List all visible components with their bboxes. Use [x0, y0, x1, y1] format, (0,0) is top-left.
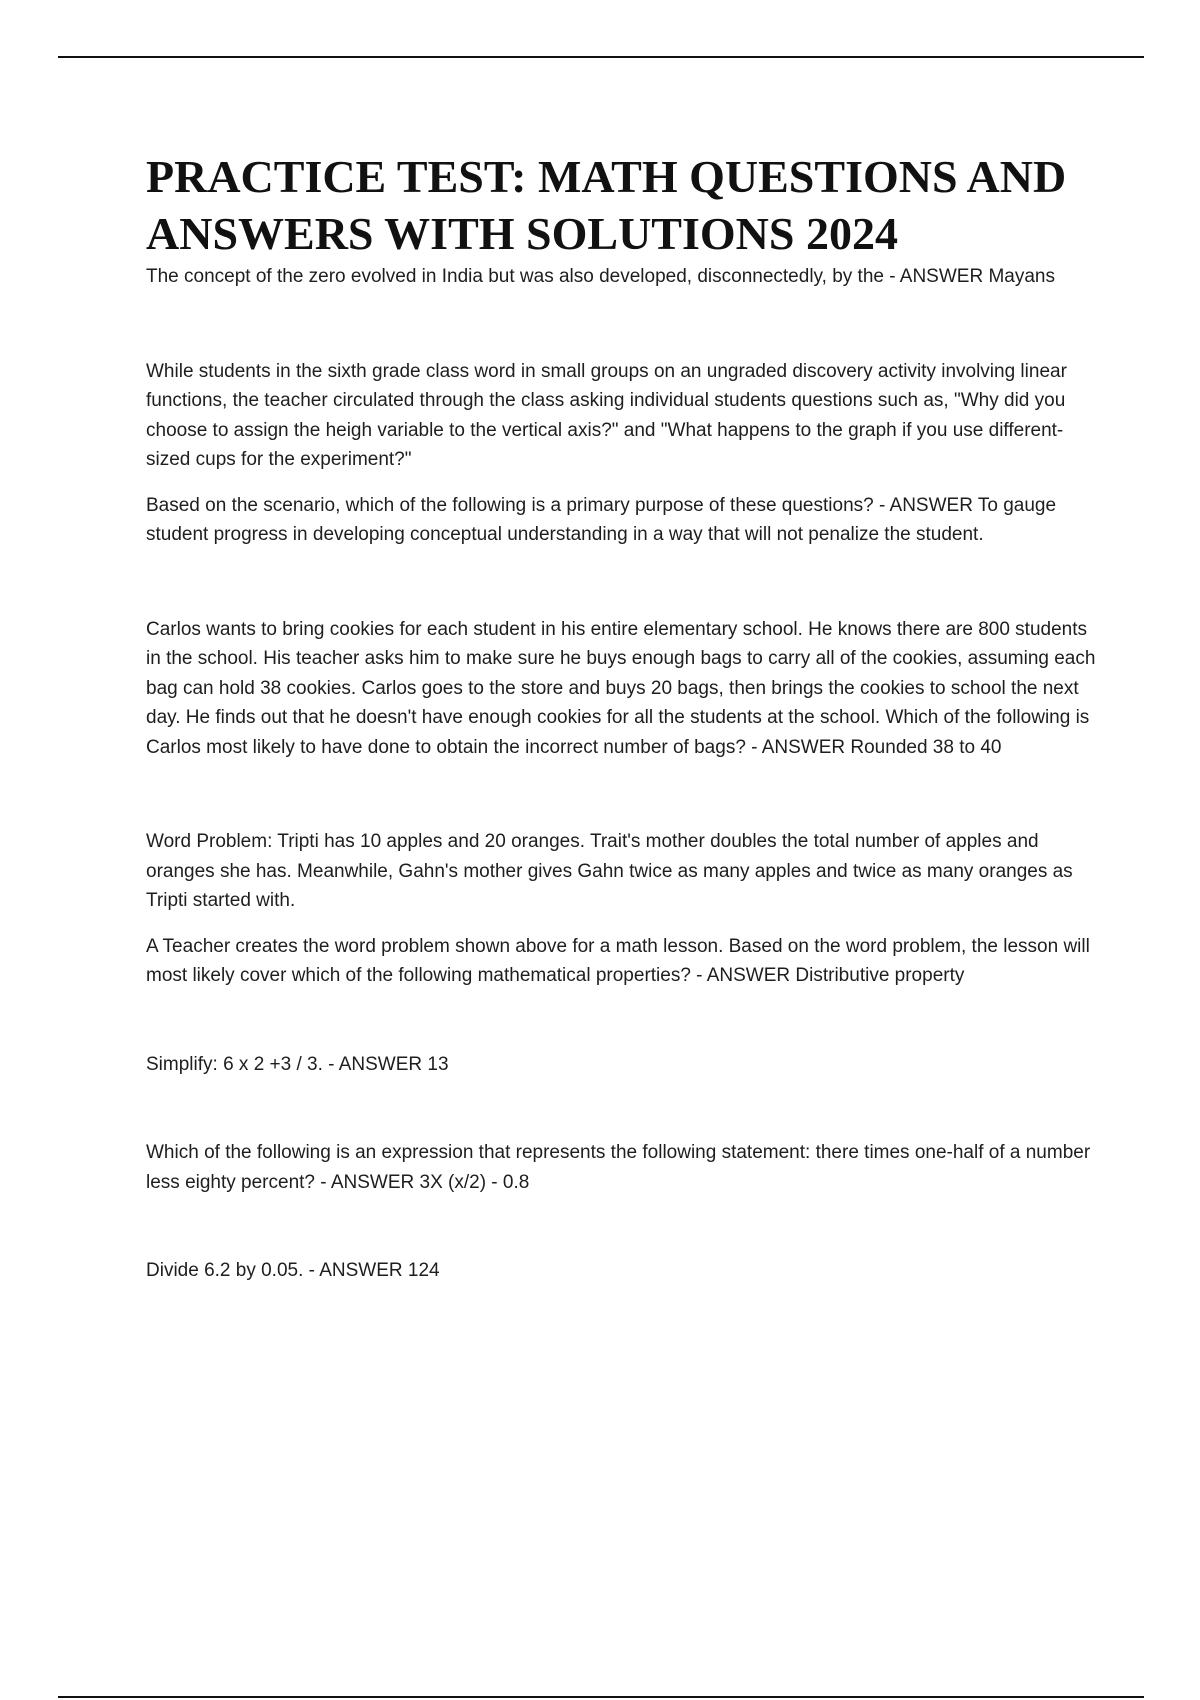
top-rule — [58, 56, 1144, 58]
bottom-rule — [58, 1696, 1144, 1698]
qa-expression: Which of the following is an expression that represents the following statement: there times one-half of a number less eighty percent? - ANSWER 3X (x/2) - 0.8 — [146, 1142, 1091, 1193]
document-body — [146, 148, 1096, 1286]
qa-zero-concept: The concept of the zero evolved in India but was also developed, disconnectedly, by the - ANSWER Mayans — [146, 266, 1055, 287]
word-problem-tripti: Word Problem: Tripti has 10 apples and 20 oranges. Trait's mother doubles the total number of apples and oranges she has. Meanwhile, Gahn's mother gives Gahn twice as many apples and twice as many oranges as Tripti started with. — [146, 831, 1073, 911]
document-title: PRACTICE TEST: MATH QUESTIONS AND ANSWERS WITH SOLUTIONS 2024 — [146, 151, 1067, 259]
scenario-linear-functions: While students in the sixth grade class word in small groups on an ungraded discovery activity involving linear functions, the teacher circulated through the class asking individual students questions such as, "Why did you choose to assign the heigh variable to the vertical axis?" and "What happens to the graph if you use different-sized cups for the experiment?" — [146, 360, 1067, 470]
qa-divide: Divide 6.2 by 0.05. - ANSWER 124 — [146, 1260, 440, 1281]
qa-mathematical-property: A Teacher creates the word problem shown above for a math lesson. Based on the word problem, the lesson will most likely cover which of the following mathematical properties? - ANSWER Distributive property — [146, 935, 1090, 986]
qa-carlos-cookies: Carlos wants to bring cookies for each student in his entire elementary school. He knows there are 800 students in the school. His teacher asks him to make sure he buys enough bags to carry all of the cookies, assuming each bag can hold 38 cookies. Carlos goes to the store and buys 20 bags, then brings the cookies to school the next day. He finds out that he doesn't have enough cookies for all the students at the school. Which of the following is Carlos most likely to have done to obtain the incorrect number of bags? - ANSWER Rounded 38 to 40 — [146, 618, 1096, 758]
qa-question-purpose: Based on the scenario, which of the following is a primary purpose of these questions? - ANSWER To gauge student progress in developing conceptual understanding in a way that will not penalize the student. — [146, 494, 1057, 545]
qa-simplify: Simplify: 6 x 2 +3 / 3. - ANSWER 13 — [146, 1053, 449, 1075]
